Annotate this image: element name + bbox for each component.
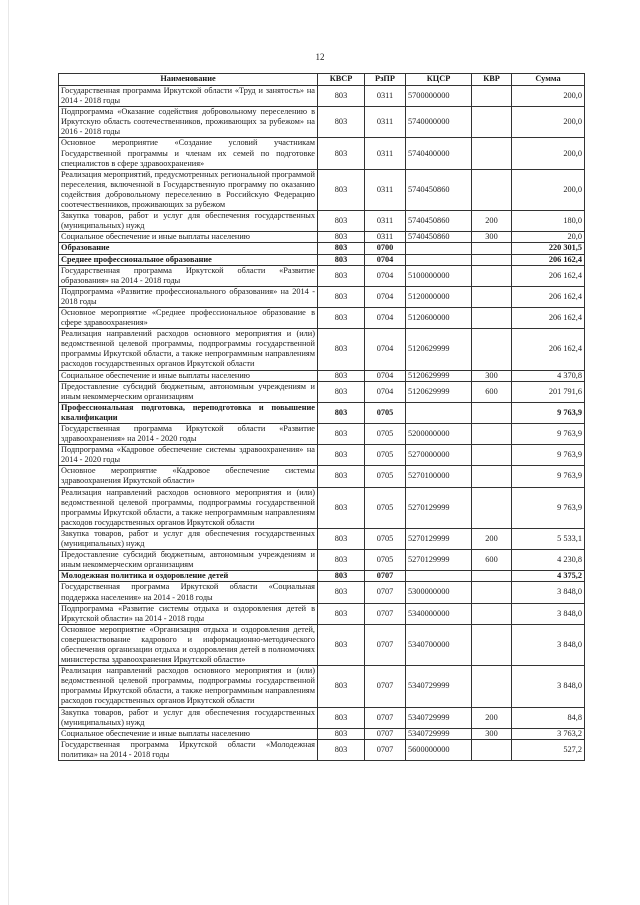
cell-kcsr: 5300000000: [406, 582, 472, 603]
cell-sum: 206 162,4: [512, 307, 585, 328]
cell-kcsr: 5100000000: [406, 265, 472, 286]
cell-kvr: [472, 466, 512, 487]
cell-kvr: [472, 307, 512, 328]
cell-name: Социальное обеспечение и иные выплаты населению: [59, 370, 318, 381]
cell-kvr: [472, 582, 512, 603]
table-row: [59, 603, 585, 624]
table-row: [59, 138, 585, 169]
cell-sum: 3 848,0: [512, 624, 585, 665]
header-rzpr: РзПР: [365, 74, 406, 86]
table-row: [59, 571, 585, 582]
cell-rzpr: 0704: [365, 381, 406, 402]
cell-rzpr: 0707: [365, 624, 406, 665]
cell-kvr: [472, 666, 512, 707]
table-row: [59, 402, 585, 423]
cell-kcsr: 5270129999: [406, 550, 472, 571]
table-row: [59, 624, 585, 665]
cell-kvr: [472, 487, 512, 528]
table-row: [59, 550, 585, 571]
cell-kvsr: 803: [318, 603, 365, 624]
cell-kvsr: 803: [318, 424, 365, 445]
scan-edge: [8, 0, 9, 905]
cell-kvsr: 803: [318, 211, 365, 232]
cell-name: Подпрограмма «Развитие системы отдыха и оздоровления детей в Иркутской области» на 2014 - 2018 годы: [59, 603, 318, 624]
cell-kcsr: 5340700000: [406, 624, 472, 665]
cell-sum: 9 763,9: [512, 445, 585, 466]
cell-sum: 206 162,4: [512, 254, 585, 265]
cell-kvsr: 803: [318, 582, 365, 603]
cell-kvsr: 803: [318, 370, 365, 381]
cell-rzpr: 0707: [365, 582, 406, 603]
cell-rzpr: 0707: [365, 603, 406, 624]
cell-name: Профессиональная подготовка, переподготовка и повышение квалификации: [59, 402, 318, 423]
table-row: [59, 445, 585, 466]
cell-kcsr: 5120629999: [406, 370, 472, 381]
cell-sum: 527,2: [512, 739, 585, 760]
cell-name: Реализация направлений расходов основного мероприятия и (или) ведомственной целевой программы, подпрограммы государственной программы Иркутской области, а также непрограммным направлениям расходов государственных органов Иркутской области: [59, 666, 318, 707]
cell-rzpr: 0704: [365, 307, 406, 328]
cell-name: Образование: [59, 243, 318, 254]
cell-kcsr: 5740450860: [406, 169, 472, 210]
cell-sum: 206 162,4: [512, 265, 585, 286]
cell-kcsr: 5600000000: [406, 739, 472, 760]
cell-kvsr: 803: [318, 487, 365, 528]
cell-kvr: [472, 329, 512, 370]
cell-kcsr: [406, 571, 472, 582]
table-row: [59, 707, 585, 728]
cell-kvr: [472, 402, 512, 423]
header-kcsr: КЦСР: [406, 74, 472, 86]
table-row: [59, 329, 585, 370]
cell-rzpr: 0700: [365, 243, 406, 254]
cell-kvsr: 803: [318, 254, 365, 265]
cell-name: Реализация направлений расходов основного мероприятия и (или) ведомственной целевой программы, подпрограммы государственной программы Иркутской области, а также непрограммным направлениям расходов государственных органов Иркутской области: [59, 329, 318, 370]
cell-name: Подпрограмма «Оказание содействия добровольному переселению в Иркутскую область соотечественников, проживающих за рубежом» на 2016 - 2018 годы: [59, 107, 318, 138]
cell-kvr: [472, 424, 512, 445]
cell-rzpr: 0707: [365, 739, 406, 760]
cell-rzpr: 0704: [365, 370, 406, 381]
table-row: [59, 528, 585, 549]
cell-kvr: [472, 739, 512, 760]
cell-kvr: [472, 107, 512, 138]
cell-rzpr: 0705: [365, 550, 406, 571]
cell-sum: 206 162,4: [512, 329, 585, 370]
table-row: [59, 307, 585, 328]
cell-rzpr: 0704: [365, 254, 406, 265]
table-row: [59, 487, 585, 528]
cell-kvsr: 803: [318, 243, 365, 254]
cell-kvr: [472, 169, 512, 210]
cell-sum: 9 763,9: [512, 402, 585, 423]
cell-rzpr: 0707: [365, 728, 406, 739]
cell-kvsr: 803: [318, 307, 365, 328]
cell-kcsr: [406, 402, 472, 423]
cell-rzpr: 0705: [365, 424, 406, 445]
table-row: [59, 466, 585, 487]
table-row: [59, 254, 585, 265]
cell-kcsr: 5340000000: [406, 603, 472, 624]
cell-rzpr: 0705: [365, 487, 406, 528]
cell-sum: 3 848,0: [512, 666, 585, 707]
cell-kvsr: 803: [318, 265, 365, 286]
cell-kvsr: 803: [318, 86, 365, 107]
table-row: [59, 107, 585, 138]
table-row: [59, 232, 585, 243]
cell-kvr: [472, 571, 512, 582]
cell-kvr: 600: [472, 550, 512, 571]
cell-rzpr: 0311: [365, 86, 406, 107]
cell-kcsr: 5120000000: [406, 286, 472, 307]
cell-rzpr: 0705: [365, 402, 406, 423]
cell-name: Закупка товаров, работ и услуг для обеспечения государственных (муниципальных) нужд: [59, 528, 318, 549]
cell-kvr: [472, 445, 512, 466]
cell-kvr: [472, 624, 512, 665]
cell-kcsr: 5200000000: [406, 424, 472, 445]
cell-sum: 200,0: [512, 169, 585, 210]
cell-rzpr: 0707: [365, 707, 406, 728]
cell-sum: 200,0: [512, 138, 585, 169]
table-row: [59, 728, 585, 739]
cell-kvsr: 803: [318, 528, 365, 549]
cell-sum: 3 848,0: [512, 603, 585, 624]
cell-name: Государственная программа Иркутской области «Труд и занятость» на 2014 - 2018 годы: [59, 86, 318, 107]
cell-name: Закупка товаров, работ и услуг для обеспечения государственных (муниципальных) нужд: [59, 707, 318, 728]
header-kvsr: КВСР: [318, 74, 365, 86]
cell-kvsr: 803: [318, 169, 365, 210]
cell-kcsr: 5740450860: [406, 232, 472, 243]
cell-kcsr: 5340729999: [406, 666, 472, 707]
cell-kvr: 300: [472, 232, 512, 243]
cell-kvr: 300: [472, 370, 512, 381]
table-row: [59, 582, 585, 603]
table-row: [59, 211, 585, 232]
cell-kcsr: 5700000000: [406, 86, 472, 107]
cell-name: Подпрограмма «Развитие профессионального образования» на 2014 - 2018 годы: [59, 286, 318, 307]
cell-kvsr: 803: [318, 402, 365, 423]
page-number: 12: [315, 52, 325, 62]
cell-kvr: [472, 603, 512, 624]
cell-sum: 3 763,2: [512, 728, 585, 739]
cell-kcsr: 5120629999: [406, 329, 472, 370]
cell-kvsr: 803: [318, 728, 365, 739]
cell-kcsr: 5740000000: [406, 107, 472, 138]
table-row: [59, 381, 585, 402]
cell-sum: 5 533,1: [512, 528, 585, 549]
cell-sum: 4 230,8: [512, 550, 585, 571]
cell-kcsr: 5740400000: [406, 138, 472, 169]
cell-rzpr: 0704: [365, 265, 406, 286]
cell-sum: 4 375,2: [512, 571, 585, 582]
cell-name: Социальное обеспечение и иные выплаты населению: [59, 232, 318, 243]
cell-kvsr: 803: [318, 381, 365, 402]
cell-kvr: 200: [472, 211, 512, 232]
cell-rzpr: 0704: [365, 329, 406, 370]
cell-sum: 200,0: [512, 107, 585, 138]
cell-kvsr: 803: [318, 624, 365, 665]
cell-kvr: [472, 138, 512, 169]
cell-kvsr: 803: [318, 739, 365, 760]
cell-kvr: 200: [472, 528, 512, 549]
cell-name: Социальное обеспечение и иные выплаты населению: [59, 728, 318, 739]
cell-rzpr: 0707: [365, 571, 406, 582]
cell-kvsr: 803: [318, 571, 365, 582]
cell-rzpr: 0311: [365, 211, 406, 232]
cell-rzpr: 0705: [365, 445, 406, 466]
table-row: [59, 370, 585, 381]
cell-kcsr: [406, 254, 472, 265]
table-row: [59, 666, 585, 707]
cell-sum: 3 848,0: [512, 582, 585, 603]
cell-kvsr: 803: [318, 138, 365, 169]
cell-kcsr: [406, 243, 472, 254]
cell-kvsr: 803: [318, 550, 365, 571]
cell-kcsr: 5270000000: [406, 445, 472, 466]
cell-rzpr: 0705: [365, 528, 406, 549]
budget-table: [58, 73, 585, 761]
cell-kvr: [472, 86, 512, 107]
cell-sum: 180,0: [512, 211, 585, 232]
cell-kcsr: 5120629999: [406, 381, 472, 402]
cell-kvsr: 803: [318, 232, 365, 243]
cell-sum: 9 763,9: [512, 487, 585, 528]
cell-rzpr: 0707: [365, 666, 406, 707]
table-row: [59, 169, 585, 210]
table-row: [59, 265, 585, 286]
cell-name: Реализация направлений расходов основного мероприятия и (или) ведомственной целевой программы, подпрограммы государственной программы Иркутской области, а также непрограммным направлениям расходов государственных органов Иркутской области: [59, 487, 318, 528]
cell-name: Государственная программа Иркутской области «Молодежная политика» на 2014 - 2018 годы: [59, 739, 318, 760]
cell-sum: 4 370,8: [512, 370, 585, 381]
cell-name: Государственная программа Иркутской области «Социальная поддержка населения» на 2014 - 2018 годы: [59, 582, 318, 603]
cell-kvr: 200: [472, 707, 512, 728]
cell-kvr: 600: [472, 381, 512, 402]
cell-kvr: [472, 254, 512, 265]
cell-name: Основное мероприятие «Среднее профессиональное образование в сфере здравоохранения»: [59, 307, 318, 328]
cell-sum: 9 763,9: [512, 466, 585, 487]
table-row: [59, 286, 585, 307]
cell-kvsr: 803: [318, 445, 365, 466]
cell-name: Основное мероприятие «Организация отдыха и оздоровления детей, совершенствование кадрового и информационно-методического обеспечения организации отдыха и оздоровления детей в полномочиях министерства здравоохранения Иркутской области»: [59, 624, 318, 665]
cell-name: Среднее профессиональное образование: [59, 254, 318, 265]
cell-kvsr: 803: [318, 329, 365, 370]
cell-kvr: [472, 243, 512, 254]
cell-sum: 201 791,6: [512, 381, 585, 402]
cell-sum: 206 162,4: [512, 286, 585, 307]
cell-name: Основное мероприятие «Кадровое обеспечение системы здравоохранения Иркутской области»: [59, 466, 318, 487]
header-sum: Сумма: [512, 74, 585, 86]
cell-name: Закупка товаров, работ и услуг для обеспечения государственных (муниципальных) нужд: [59, 211, 318, 232]
cell-kcsr: 5270129999: [406, 487, 472, 528]
cell-sum: 200,0: [512, 86, 585, 107]
cell-kcsr: 5340729999: [406, 707, 472, 728]
table-row: [59, 243, 585, 254]
cell-sum: 84,8: [512, 707, 585, 728]
cell-kcsr: 5270100000: [406, 466, 472, 487]
cell-kvsr: 803: [318, 707, 365, 728]
header-name: Наименование: [59, 74, 318, 86]
cell-kvsr: 803: [318, 666, 365, 707]
cell-kvsr: 803: [318, 286, 365, 307]
table-row: [59, 424, 585, 445]
cell-rzpr: 0704: [365, 286, 406, 307]
cell-rzpr: 0311: [365, 138, 406, 169]
cell-name: Предоставление субсидий бюджетным, автономным учреждениям и иным некоммерческим организациям: [59, 381, 318, 402]
table-row: [59, 86, 585, 107]
cell-name: Основное мероприятие «Создание условий участникам Государственной программы и членам их семей по подготовке специалистов в сфере здравоохранения»: [59, 138, 318, 169]
cell-kvsr: 803: [318, 466, 365, 487]
cell-name: Государственная программа Иркутской области «Развитие образования» на 2014 - 2018 годы: [59, 265, 318, 286]
cell-kcsr: 5740450860: [406, 211, 472, 232]
cell-kcsr: 5270129999: [406, 528, 472, 549]
cell-sum: 9 763,9: [512, 424, 585, 445]
cell-name: Предоставление субсидий бюджетным, автономным учреждениям и иным некоммерческим организациям: [59, 550, 318, 571]
cell-sum: 220 301,5: [512, 243, 585, 254]
cell-kvr: [472, 286, 512, 307]
cell-rzpr: 0311: [365, 107, 406, 138]
cell-rzpr: 0705: [365, 466, 406, 487]
cell-kvsr: 803: [318, 107, 365, 138]
table-row: [59, 739, 585, 760]
cell-rzpr: 0311: [365, 169, 406, 210]
cell-name: Молодежная политика и оздоровление детей: [59, 571, 318, 582]
cell-kcsr: 5340729999: [406, 728, 472, 739]
cell-sum: 20,0: [512, 232, 585, 243]
cell-name: Государственная программа Иркутской области «Развитие здравоохранения» на 2014 - 2020 годы: [59, 424, 318, 445]
cell-name: Реализация мероприятий, предусмотренных региональной программой переселения, включенной в Государственную программу по оказанию содействия добровольному переселению в Российскую Федерацию соотечественников, проживающих за рубежом: [59, 169, 318, 210]
cell-kcsr: 5120600000: [406, 307, 472, 328]
table-header-row: [59, 74, 585, 86]
cell-rzpr: 0311: [365, 232, 406, 243]
cell-kvr: [472, 265, 512, 286]
header-kvr: КВР: [472, 74, 512, 86]
cell-name: Подпрограмма «Кадровое обеспечение системы здравоохранения» на 2014 - 2020 годы: [59, 445, 318, 466]
cell-kvr: 300: [472, 728, 512, 739]
